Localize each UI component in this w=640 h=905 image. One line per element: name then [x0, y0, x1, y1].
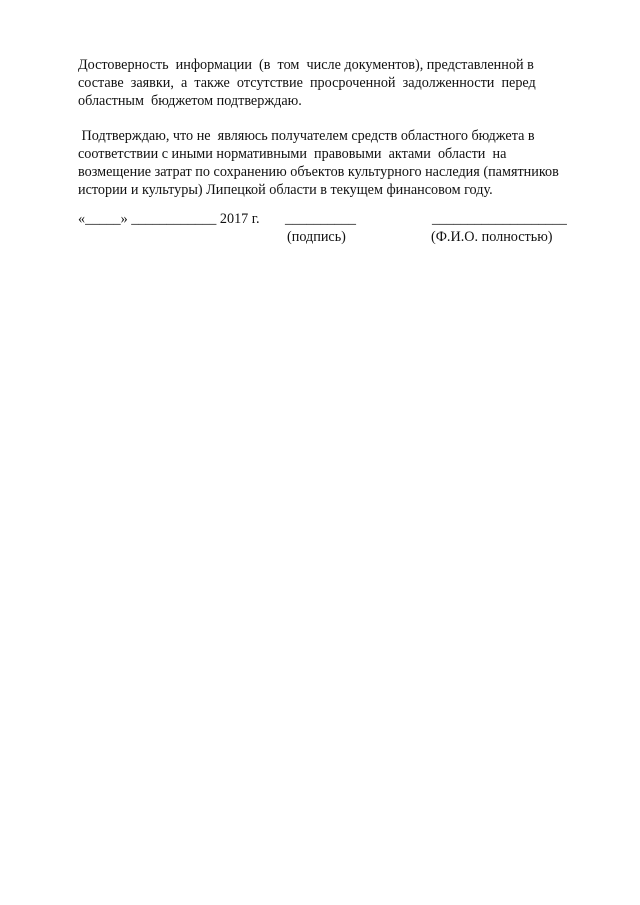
paragraph-1-line-1: Достоверность информации (в том числе документов), представленной в — [78, 57, 534, 73]
paragraph-2-line-3: возмещение затрат по сохранению объектов культурного наследия (памятников — [78, 164, 559, 180]
full-name-caption: (Ф.И.О. полностью) — [431, 229, 553, 245]
paragraph-2-line-1: Подтверждаю, что не являюсь получателем средств областного бюджета в — [78, 128, 535, 144]
signature-blank: __________ — [285, 211, 356, 227]
date-blank: «_____» ____________ 2017 г. — [78, 211, 260, 227]
paragraph-2-line-2: соответствии с иными нормативными правовыми актами области на — [78, 146, 507, 162]
paragraph-1-line-2: составе заявки, а также отсутствие просроченной задолженности перед — [78, 75, 536, 91]
signature-captions — [78, 228, 598, 246]
signature-row — [78, 210, 598, 228]
paragraph-2-line-4: истории и культуры) Липецкой области в текущем финансовом году. — [78, 182, 493, 198]
signature-caption: (подпись) — [287, 229, 346, 245]
full-name-blank: ___________________ — [432, 211, 567, 227]
paragraph-1-line-3: областным бюджетом подтверждаю. — [78, 93, 302, 109]
